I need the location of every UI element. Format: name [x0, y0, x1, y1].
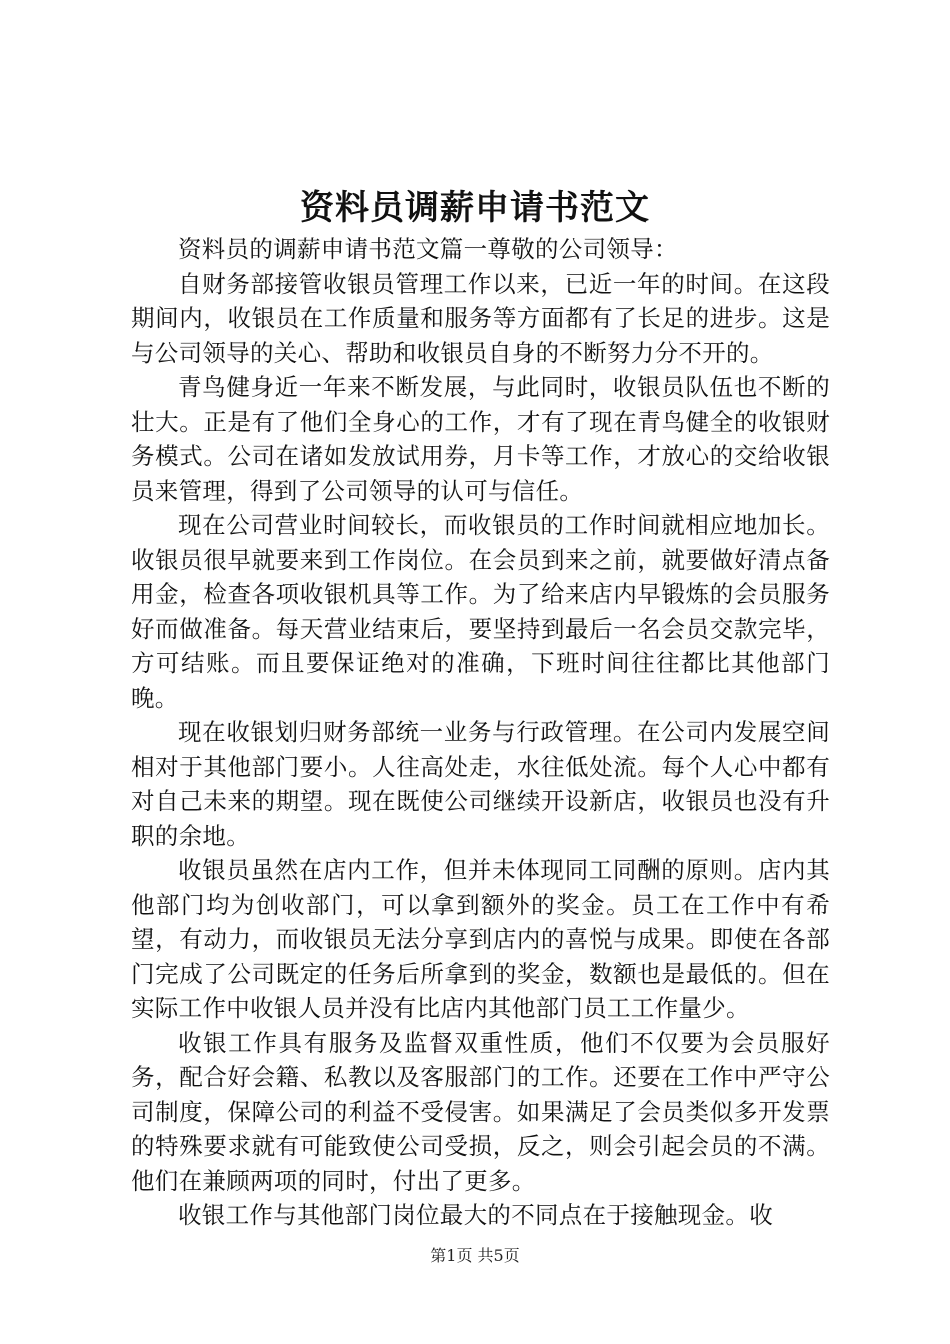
- paragraph: 自财务部接管收银员管理工作以来，已近一年的时间。在这段期间内，收银员在工作质量和服务等方面都有了长足的进步。这是与公司领导的关心、帮助和收银员自身的不断努力分不开的。: [131, 269, 830, 367]
- paragraph-salutation: 资料员的调薪申请书范文篇一尊敬的公司领导：: [178, 235, 678, 263]
- paragraph: 收银工作与其他部门岗位最大的不同点在于接触现金。收: [178, 1201, 773, 1229]
- document-title: 资料员调薪申请书范文: [300, 188, 650, 228]
- paragraph: 收银工作具有服务及监督双重性质，他们不仅要为会员服好务，配合好会籍、私教以及客服部门的工作。还要在工作中严守公司制度，保障公司的利益不受侵害。如果满足了会员类似多开发票的特殊要求就有可能致使公司受损，反之，则会引起会员的不满。他们在兼顾两项的同时，付出了更多。: [131, 1028, 830, 1195]
- paragraph: 现在收银划归财务部统一业务与行政管理。在公司内发展空间相对于其他部门要小。人往高处走，水往低处流。每个人心中都有对自己未来的期望。现在既使公司继续开设新店，收银员也没有升职的余地。: [131, 718, 830, 850]
- document-body: [131, 232, 830, 1233]
- paragraph: 现在公司营业时间较长，而收银员的工作时间就相应地加长。收银员很早就要来到工作岗位。在会员到来之前，就要做好清点备用金，检查各项收银机具等工作。为了给来店内早锻炼的会员服务好而做准备。每天营业结束后，要坚持到最后一名会员交款完毕，方可结账。而且要保证绝对的准确，下班时间往往都比其他部门晚。: [131, 511, 830, 712]
- paragraph: 青鸟健身近一年来不断发展，与此同时，收银员队伍也不断的壮大。正是有了他们全身心的工作，才有了现在青鸟健全的收银财务模式。公司在诸如发放试用券，月卡等工作，才放心的交给收银员来管理，得到了公司领导的认可与信任。: [131, 373, 830, 505]
- paragraph: 收银员虽然在店内工作，但并未体现同工同酬的原则。店内其他部门均为创收部门，可以拿到额外的奖金。员工在工作中有希望，有动力，而收银员无法分享到店内的喜悦与成果。即使在各部门完成了公司既定的任务后所拿到的奖金，数额也是最低的。但在实际工作中收银人员并没有比店内其他部门员工工作量少。: [131, 856, 830, 1022]
- page-footer: 第1页 共5页: [430, 1246, 520, 1265]
